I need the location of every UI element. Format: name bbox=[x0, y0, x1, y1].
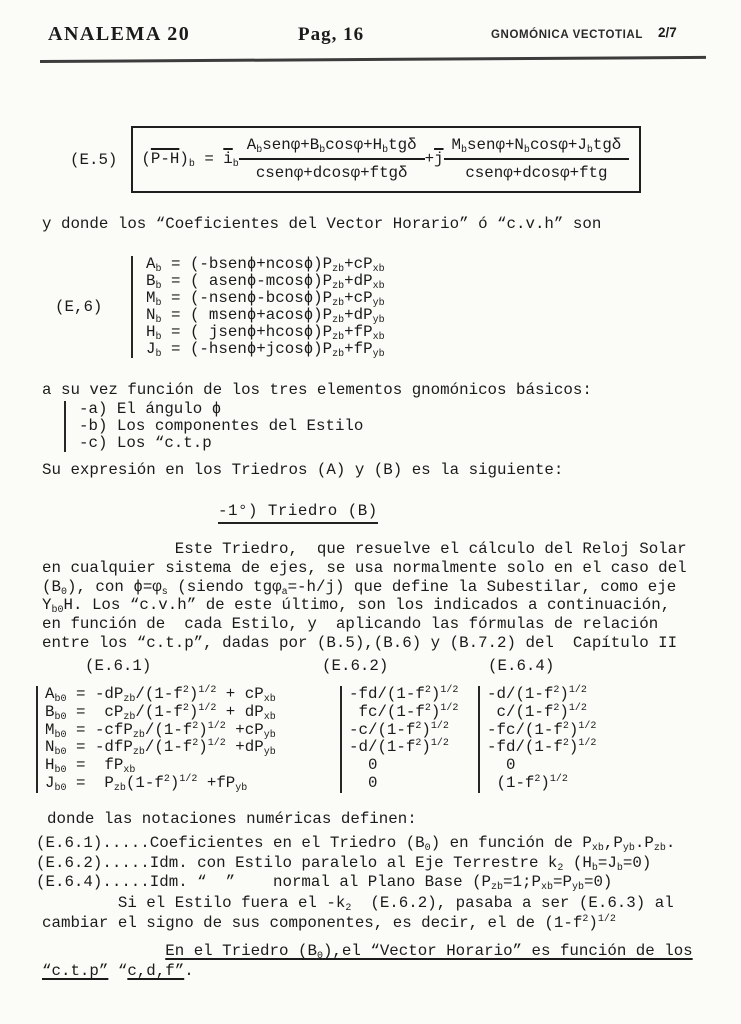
equation-line: $A_b$ = $(-bsen\phi+ncos\phi)P_{zb}+cP_{xb}$ bbox=[146, 255, 385, 275]
fraction-denominator: csenφ+dcosφ+ftg bbox=[444, 158, 630, 182]
paragraph-line: Este Triedro, que resuelve el cálculo del Reloj Solar bbox=[42, 540, 687, 558]
table-row: $M_{b0} = -cfP_{zb}/(1-f^2)^{1/2} +cP_{yb}$ bbox=[45, 720, 276, 741]
equation-e5-lhs: $(P-H)_b = \overline{i}_b$ bbox=[141, 150, 239, 170]
equation-e5-join: $+\overline{j}$ bbox=[424, 150, 444, 168]
table-label-e6-1: (E.6.1) bbox=[85, 657, 152, 675]
paragraph-line: en función de cada Estilo, y aplicando las fórmulas de relación bbox=[42, 615, 659, 634]
table-row: 0 bbox=[349, 773, 378, 792]
table-label-e6-2: (E.6.2) bbox=[322, 657, 389, 675]
triedro-b-heading: -1°) Triedro (B) bbox=[218, 502, 378, 524]
expression-intro-text: Su expresión en los Triedros (A) y (B) es la siguiente: bbox=[42, 461, 564, 479]
conclusion-statement bbox=[42, 941, 693, 981]
table-row: $fc/(1-f^2)^{1/2}$ bbox=[349, 702, 459, 721]
list-item: -b) Los componentes del Estilo bbox=[79, 417, 364, 435]
journal-title: ANALEMA 20 bbox=[48, 23, 191, 45]
table-row: $-fc/(1-f^2)^{1/2}$ bbox=[487, 720, 597, 739]
paragraph-line: $Y_{b0}H$. Los “c.v.h” de este último, son los indicados a continuación, bbox=[42, 596, 671, 617]
table-row: $H_{b0} = fP_{xb}$ bbox=[45, 756, 136, 777]
conclusion-line: En el Triedro $(B_0),el$ “Vector Horario” es función de los bbox=[165, 942, 693, 962]
paragraph-line: entre los “c.t.p”, dadas por (B.5),(B.6) y (B.7.2) del Capítulo II bbox=[42, 633, 678, 652]
equation-line: $B_b$ = ( asenϕ-$mcos\phi)P_{zb}+dP_{xb}$ bbox=[146, 272, 385, 292]
table-row: 0 bbox=[487, 756, 516, 775]
table-row: $-fd/(1-f^2)^{1/2}$ bbox=[349, 685, 459, 703]
table-label-e6-4: (E.6.4) bbox=[488, 657, 555, 675]
list-item: -a) El ángulo ϕ bbox=[79, 400, 222, 418]
notation-line: (E.6.2).....Idm. con Estilo paralelo al Eje Terrestre $k_2$ $(H_b=J_b=0)$ bbox=[36, 853, 652, 874]
equation-line: $M_b$ = $(-nsen\phi-bcos\phi)P_{zb}+cP_{yb}$ bbox=[146, 289, 385, 309]
table-row: $-c/(1-f^2)^{1/2}$ bbox=[349, 720, 449, 739]
table-row: $B_{b0} = cP_{zb}/(1-f^2)^{1/2} + dP_{xb}$ bbox=[45, 702, 276, 723]
triedro-b-paragraph bbox=[42, 540, 687, 653]
triedro-b-heading-wrap bbox=[218, 502, 378, 524]
sheet-number: 2/7 bbox=[658, 25, 677, 40]
table-row: $-fd/(1-f^2)^{1/2}$ bbox=[487, 738, 597, 757]
fraction-numerator: $M_bsen\varphi+N_b\cos\varphi+J_btg\delta$ bbox=[451, 136, 622, 156]
notation-line: (E.6.1).....Coeficientes en el Triedro $(B_0)$ en función de $P_{xb},P_{yb}.P_{zb}$. bbox=[36, 834, 676, 854]
table-col-e6-1 bbox=[36, 686, 341, 793]
table-row: $-d/(1-f^2)^{1/2}$ bbox=[487, 685, 587, 703]
note-line: cambiar el signo de sus componentes, es decir, el de $(1-f^2)^{1/2}$ bbox=[42, 913, 616, 932]
equation-e5-fraction-2 bbox=[444, 136, 630, 182]
section-title: GNOMÓNICA VECTOTIAL bbox=[491, 29, 643, 41]
table-row: 0 bbox=[349, 756, 378, 775]
equation-e5 bbox=[70, 126, 641, 193]
header-rule bbox=[40, 56, 706, 63]
equation-e5-fraction-1 bbox=[239, 136, 425, 182]
basics-list bbox=[64, 401, 363, 452]
note-line: Si el Estilo fuera el $-k_2$ (E.6.2), pasaba a ser (E.6.3) al bbox=[42, 894, 674, 914]
table-col-e6-4 bbox=[478, 686, 667, 793]
conclusion-line: “c.t.p” “c,d,f”. bbox=[42, 962, 194, 980]
cvh-intro-text: y donde los “Coeficientes del Vector Horario” ó “c.v.h” son bbox=[42, 215, 602, 233]
equation-e6-label: (E,6) bbox=[55, 298, 103, 316]
fraction-denominator: csenφ+dcosφ+ftgδ bbox=[239, 158, 425, 182]
estilo-note bbox=[42, 894, 674, 933]
equation-line: $J_b$ = $(-hsen\phi+jcos\phi)P_{zb}+fP_{yb}$ bbox=[146, 340, 385, 360]
notations-intro-text: donde las notaciones numéricas definen: bbox=[47, 810, 417, 828]
basics-intro-text: a su vez función de los tres elementos gnomónicos básicos: bbox=[42, 381, 592, 399]
list-item: -c) Los “c.t.p bbox=[79, 434, 212, 452]
table-row: $N_{b0} = -dfP_{zb}/(1-f^2)^{1/2} +dP_{yb}$ bbox=[45, 738, 276, 759]
equation-line: $H_b$ = ( $jsen\phi+hcos\phi)P_{zb}+fP_{xb}$ bbox=[146, 323, 385, 343]
notation-line: (E.6.4).....Idm. “ ” normal al Plano Base $(P_{zb}=1;P_{xb}=P_{yb}=0)$ bbox=[36, 873, 613, 893]
page-number: Pag, 16 bbox=[298, 24, 365, 45]
equation-e5-box bbox=[131, 126, 641, 193]
equation-e5-label: (E.5) bbox=[70, 150, 118, 169]
fraction-numerator: $A_bsen\varphi+B_b\cos\varphi+H_btg\delta$ bbox=[246, 136, 417, 156]
table-row: $-d/(1-f^2)^{1/2}$ bbox=[349, 738, 449, 757]
table-row: $J_{b0} = P_{zb}(1-f^2)^{1/2} +fP_{yb}$ bbox=[45, 773, 248, 794]
table-row: $(1-f^2)^{1/2}$ bbox=[487, 773, 568, 792]
equation-line: $N_b$ = ( $msen\phi+acos\phi)P_{zb}+dP_{yb}$ bbox=[146, 306, 385, 326]
notations-list bbox=[36, 834, 675, 893]
table-row: $c/(1-f^2)^{1/2}$ bbox=[487, 702, 587, 721]
equation-e6 bbox=[55, 256, 385, 358]
table-row: $A_{b0} = -dP_{zb}/(1-f^2)^{1/2} + cP_{xb}$ bbox=[45, 685, 276, 705]
paragraph-line: $(B_0)$, con $\phi=\varphi_s$ (siendo tgφ$_a$=-h/j) que define la Subestilar, como eje bbox=[42, 577, 677, 598]
table-col-e6-2 bbox=[340, 686, 481, 793]
equation-e6-lines bbox=[131, 256, 385, 358]
paragraph-line: en cualquier sistema de ejes, se usa normalmente solo en el caso del bbox=[42, 558, 687, 577]
